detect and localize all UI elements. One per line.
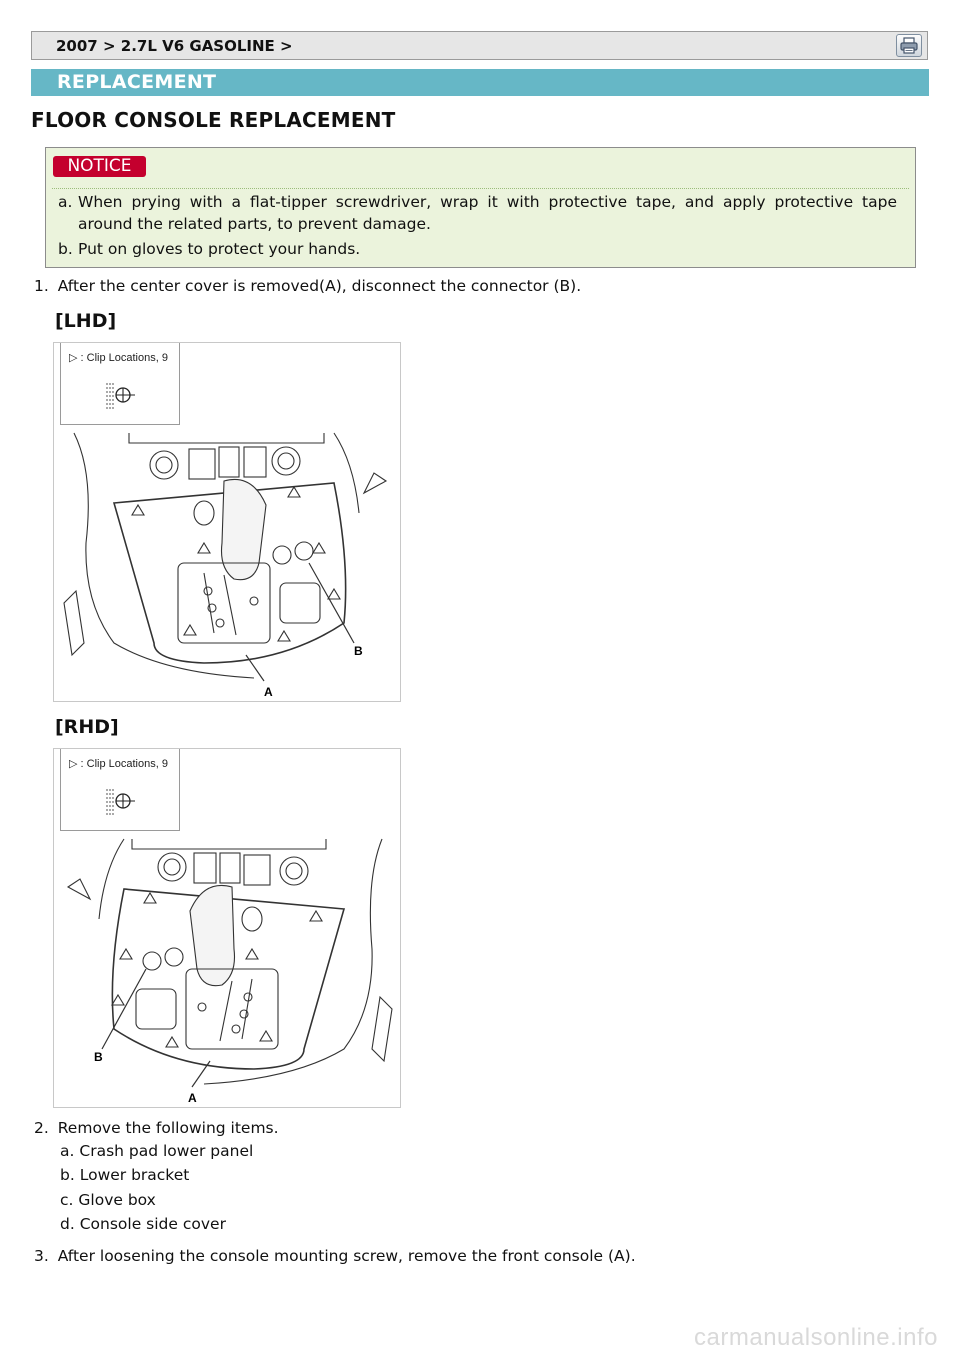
figure-heading-lhd: [LHD] [55, 310, 117, 332]
list-item [60, 1215, 226, 1233]
label-a: A [188, 1091, 197, 1105]
list-item [60, 1166, 189, 1184]
page-title: FLOOR CONSOLE REPLACEMENT [31, 108, 396, 132]
list-marker: d. [60, 1215, 75, 1233]
clip-legend-text: ▷ : Clip Locations, 9 [69, 352, 168, 364]
notice-item-text: When prying with a flat-tipper screwdriver, wrap it with protective tape, and apply protective tape around the related parts, to prevent damage. [78, 193, 897, 233]
notice-item-marker: b. [58, 240, 73, 258]
notice-item-text: Put on gloves to protect your hands. [78, 240, 361, 258]
list-item [60, 1142, 253, 1160]
list-marker: a. [60, 1142, 75, 1160]
label-a: A [264, 685, 273, 699]
step-3 [34, 1247, 636, 1265]
step-number: 3. [34, 1247, 49, 1265]
breadcrumb [31, 31, 928, 60]
list-item [60, 1191, 156, 1209]
print-button[interactable] [896, 34, 922, 57]
console-diagram [54, 749, 401, 1108]
step-1 [34, 277, 581, 295]
printer-icon [897, 35, 921, 56]
step-number: 1. [34, 277, 49, 295]
notice-box [45, 147, 916, 268]
label-b: B [354, 644, 363, 658]
list-marker: c. [60, 1191, 74, 1209]
watermark: carmanualsonline.info [694, 1324, 938, 1351]
list-marker: b. [60, 1166, 75, 1184]
figure-rhd [53, 748, 401, 1108]
notice-item [58, 191, 897, 235]
step-text: After loosening the console mounting screw, remove the front console (A). [57, 1247, 636, 1265]
notice-divider [52, 188, 909, 189]
clip-legend-text: ▷ : Clip Locations, 9 [69, 758, 168, 770]
step-text: After the center cover is removed(A), disconnect the connector (B). [57, 277, 582, 295]
notice-item [58, 238, 897, 260]
list-text: Crash pad lower panel [79, 1142, 254, 1160]
figure-lhd [53, 342, 401, 702]
breadcrumb-text: 2007 > 2.7L V6 GASOLINE > [56, 37, 293, 55]
step-number: 2. [34, 1119, 49, 1137]
notice-badge: NOTICE [53, 156, 146, 177]
section-header [31, 69, 929, 96]
list-text: Glove box [78, 1191, 156, 1209]
list-text: Console side cover [79, 1215, 226, 1233]
console-diagram [54, 343, 401, 702]
notice-item-marker: a. [58, 193, 73, 211]
label-b: B [94, 1050, 103, 1064]
section-title: REPLACEMENT [57, 71, 217, 93]
list-text: Lower bracket [79, 1166, 190, 1184]
step-text: Remove the following items. [57, 1119, 279, 1137]
step-2 [34, 1119, 279, 1137]
figure-heading-rhd: [RHD] [55, 716, 119, 738]
